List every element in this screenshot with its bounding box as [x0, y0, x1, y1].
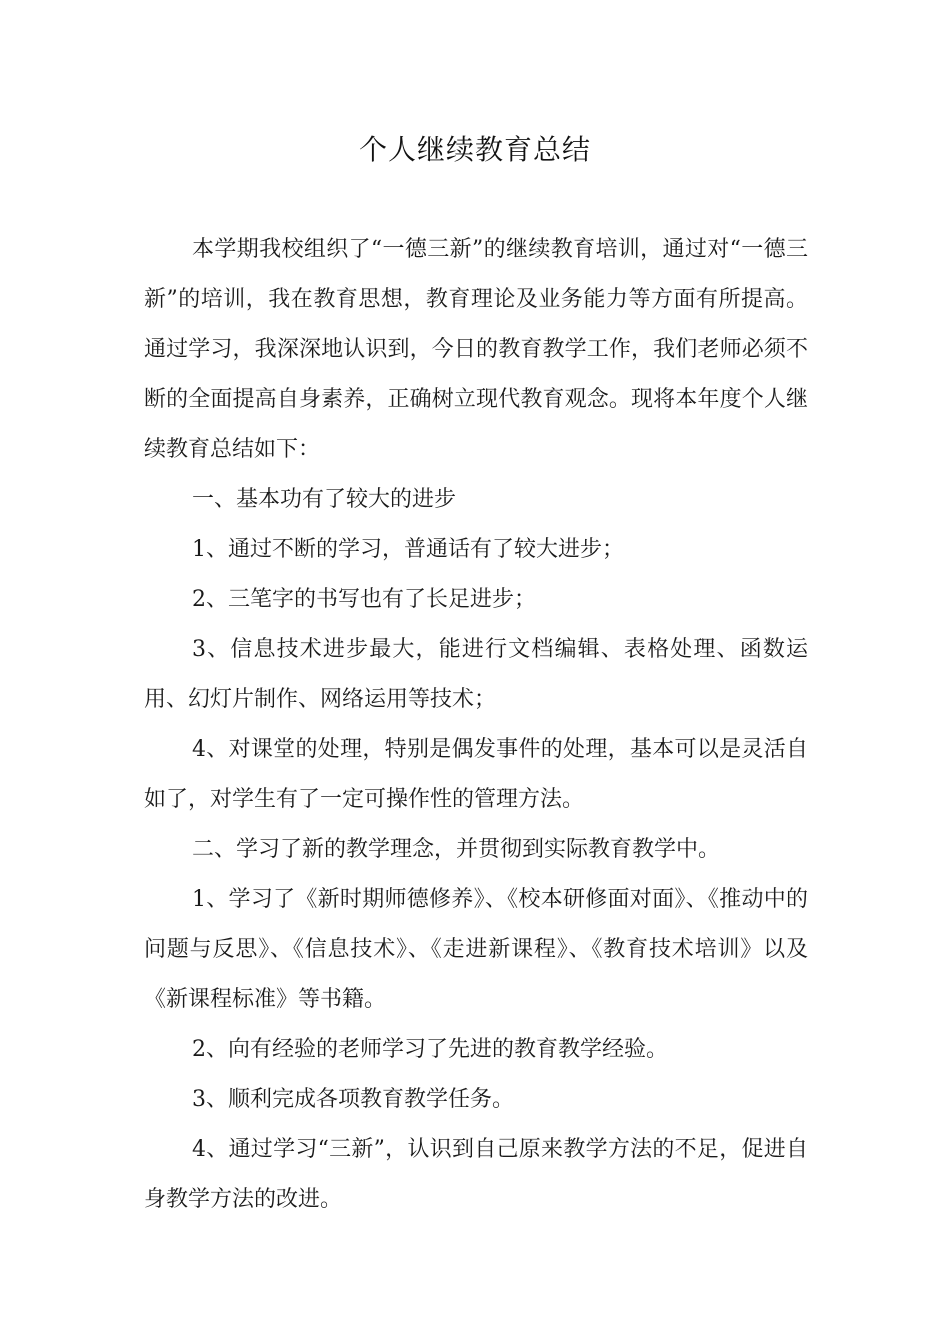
list-item: 2、三笔字的书写也有了长足进步； — [192, 587, 536, 612]
list-item: 3、顺利完成各项教育教学任务。 — [192, 1087, 514, 1112]
list-item: 1、学习了《新时期师德修养》、《校本研修面对面》、《推动中的问题与反思》、《信息技术》、《走进新课程》、《教育技术培训》以及《新课程标准》等书籍。 — [144, 887, 808, 1012]
heading-section-1: 一、基本功有了较大的进步 — [192, 487, 457, 512]
list-item: 1、通过不断的学习，普通话有了较大进步； — [192, 537, 624, 562]
list-item: 4、通过学习“三新”，认识到自己原来教学方法的不足，促进自身教学方法的改进。 — [144, 1137, 808, 1212]
list-item: 2、向有经验的老师学习了先进的教育教学经验。 — [192, 1037, 668, 1062]
page-title: 个人继续教育总结 — [358, 133, 591, 166]
heading-section-2: 二、学习了新的教学理念，并贯彻到实际教育教学中。 — [192, 837, 721, 862]
list-item: 4、对课堂的处理，特别是偶发事件的处理，基本可以是灵活自如了，对学生有了一定可操作性的管理方法。 — [144, 737, 808, 812]
list-item: 3、信息技术进步最大，能进行文档编辑、表格处理、函数运用、幻灯片制作、网络运用等技术； — [144, 637, 808, 712]
document-body — [144, 225, 808, 1225]
paragraph-intro: 本学期我校组织了“一德三新”的继续教育培训，通过对“一德三新”的培训，我在教育思想，教育理论及业务能力等方面有所提高。通过学习，我深深地认识到，今日的教育教学工作，我们老师必须不断的全面提高自身素养，正确树立现代教育观念。现将本年度个人继续教育总结如下： — [144, 237, 808, 462]
